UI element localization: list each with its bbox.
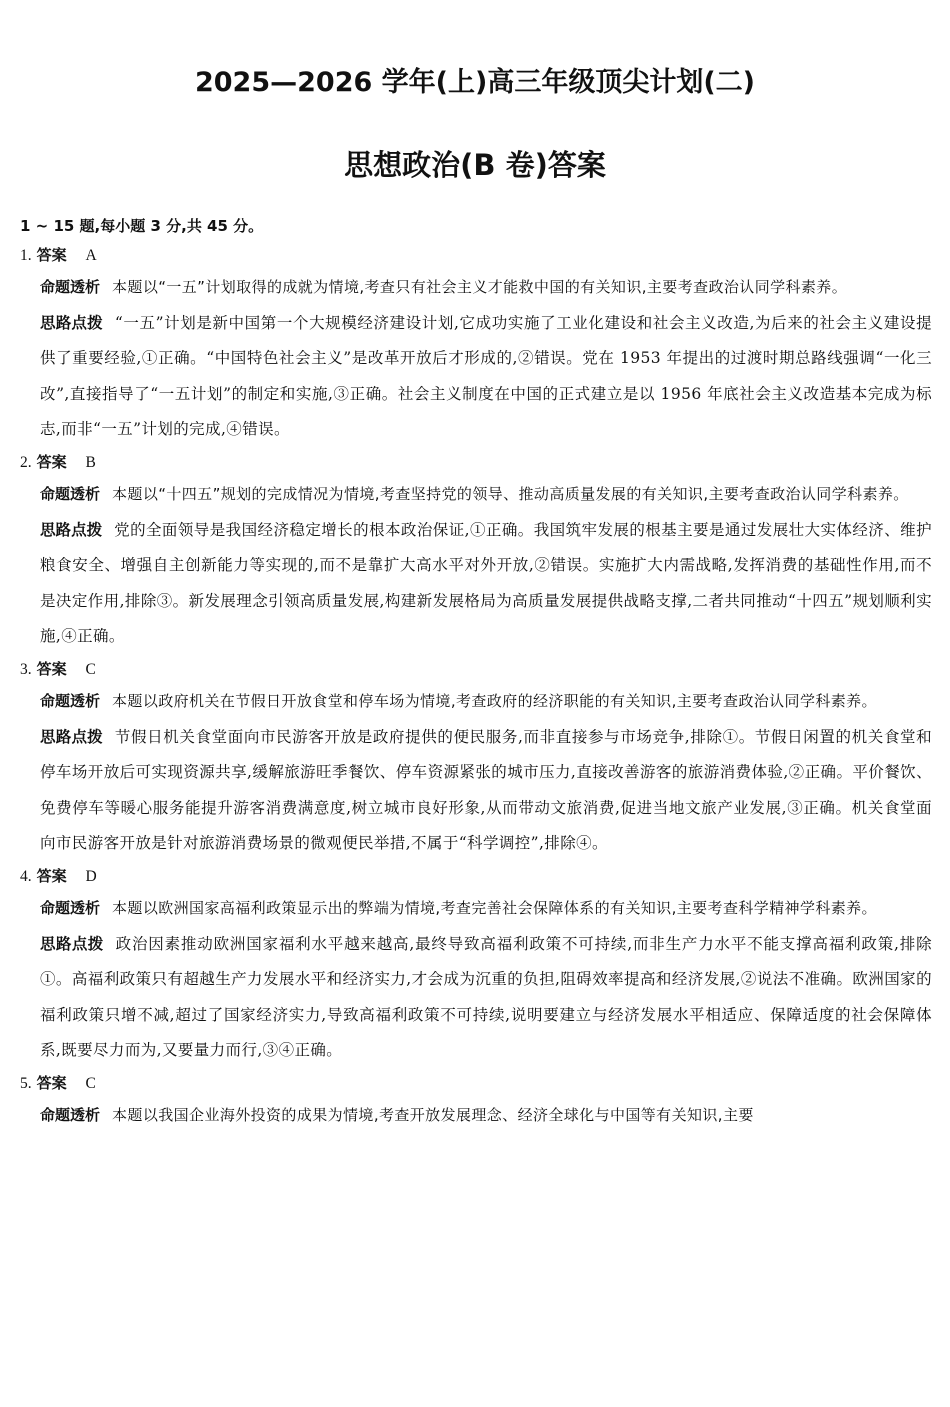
hint-text: “一五”计划是新中国第一个大规模经济建设计划,它成功实施了工业化建设和社会主义改造,为后来的社会主义建设提供了重要经验,①正确。“中国特色社会主义”是改革开放后才形成的,②错误。党在 1953 年提出的过渡时期总路线强调“一化三改”,直接指导了“一五计划”的制定和实施,③正确。社会主义制度在中国的正式建立是以 1956 年底社会主义改造基本完成为标志,而非“一五”计划的完成,④错误。 [40, 313, 932, 439]
analysis-text: 本题以“一五”计划取得的成就为情境,考查只有社会主义才能救中国的有关知识,主要考查政治认同学科素养。 [112, 278, 848, 296]
hint-label: 思路点拨 [40, 520, 103, 539]
answer-label: 答案 [36, 246, 67, 264]
answer-value: C [85, 660, 96, 678]
analysis-paragraph [40, 477, 932, 513]
question-number: 3. [20, 660, 32, 678]
analysis-text: 本题以“十四五”规划的完成情况为情境,考查坚持党的领导、推动高质量发展的有关知识,主要考查政治认同学科素养。 [112, 484, 909, 503]
question-block [20, 1069, 932, 1134]
answer-value: B [85, 453, 96, 471]
answer-label: 答案 [36, 1073, 67, 1092]
answer-value: C [85, 1074, 96, 1092]
exam-title: 2025—2026 学年(上)高三年级顶尖计划(二) [194, 67, 756, 98]
hint-text: 政治因素推动欧洲国家福利水平越来越高,最终导致高福利政策不可持续,而非生产力水平不能支撑高福利政策,排除①。高福利政策只有超越生产力发展水平和经济实力,才会成为沉重的负担,阻碍效率提高和经济发展,②说法不准确。欧洲国家的福利政策只增不减,超过了国家经济实力,导致高福利政策不可持续,说明要建立与经济发展水平相适应、保障适度的社会保障体系,既要尽力而为,又要量力而行,③④正确。 [40, 934, 932, 1060]
hint-label: 思路点拨 [40, 313, 103, 332]
answer-line [20, 862, 932, 891]
answer-label: 答案 [36, 866, 67, 885]
answer-content [20, 212, 932, 1133]
hint-paragraph [40, 306, 932, 448]
question-block [20, 655, 932, 862]
analysis-text: 本题以我国企业海外投资的成果为情境,考查开放发展理念、经济全球化与中国等有关知识,主要 [112, 1105, 754, 1124]
question-block [20, 448, 932, 655]
analysis-paragraph [40, 270, 932, 306]
answer-line [20, 448, 932, 477]
answer-line [20, 655, 932, 684]
question-number: 4. [20, 867, 32, 885]
hint-label: 思路点拨 [40, 727, 103, 746]
answer-line [20, 1069, 932, 1098]
hint-label: 思路点拨 [40, 934, 104, 953]
question-number: 5. [20, 1074, 32, 1092]
answer-key-title: 思想政治(B 卷)答案 [344, 148, 606, 182]
scoring-note: 1 ~ 15 题,每小题 3 分,共 45 分。 [20, 217, 264, 235]
analysis-label: 命题透析 [40, 484, 101, 503]
analysis-text: 本题以欧洲国家高福利政策显示出的弊端为情境,考查完善社会保障体系的有关知识,主要考查科学精神学科素养。 [112, 898, 877, 917]
answer-label: 答案 [36, 452, 67, 471]
answer-label: 答案 [36, 659, 67, 678]
question-block [20, 862, 932, 1069]
question-block [20, 241, 932, 448]
analysis-label: 命题透析 [40, 278, 101, 296]
analysis-text: 本题以政府机关在节假日开放食堂和停车场为情境,考查政府的经济职能的有关知识,主要考查政治认同学科素养。 [112, 691, 877, 710]
analysis-label: 命题透析 [40, 898, 101, 917]
answer-line [20, 241, 932, 270]
question-number: 1. [20, 247, 32, 264]
hint-text: 党的全面领导是我国经济稳定增长的根本政治保证,①正确。我国筑牢发展的根基主要是通过发展壮大实体经济、维护粮食安全、增强自主创新能力等实现的,而不是靠扩大高水平对外开放,②错误。实施扩大内需战略,发挥消费的基础性作用,而不是决定作用,排除③。新发展理念引领高质量发展,构建新发展格局为高质量发展提供战略支撑,二者共同推动“十四五”规划顺利实施,④正确。 [40, 520, 932, 646]
answer-value: A [85, 247, 97, 264]
hint-paragraph [40, 927, 932, 1069]
analysis-label: 命题透析 [40, 1105, 101, 1124]
question-number: 2. [20, 453, 32, 471]
hint-text: 节假日机关食堂面向市民游客开放是政府提供的便民服务,而非直接参与市场竞争,排除①。节假日闲置的机关食堂和停车场开放后可实现资源共享,缓解旅游旺季餐饮、停车资源紧张的城市压力,直接改善游客的旅游消费体验,②正确。平价餐饮、免费停车等暖心服务能提升游客消费满意度,树立城市良好形象,从而带动文旅消费,促进当地文旅产业发展,③正确。机关食堂面向市民游客开放是针对旅游消费场景的微观便民举措,不属于“科学调控”,排除④。 [40, 727, 932, 853]
analysis-paragraph [40, 891, 932, 927]
analysis-paragraph [40, 684, 932, 720]
analysis-paragraph [40, 1098, 932, 1134]
analysis-label: 命题透析 [40, 691, 101, 710]
hint-paragraph [40, 513, 932, 655]
hint-paragraph [40, 720, 932, 862]
answer-value: D [85, 867, 97, 885]
